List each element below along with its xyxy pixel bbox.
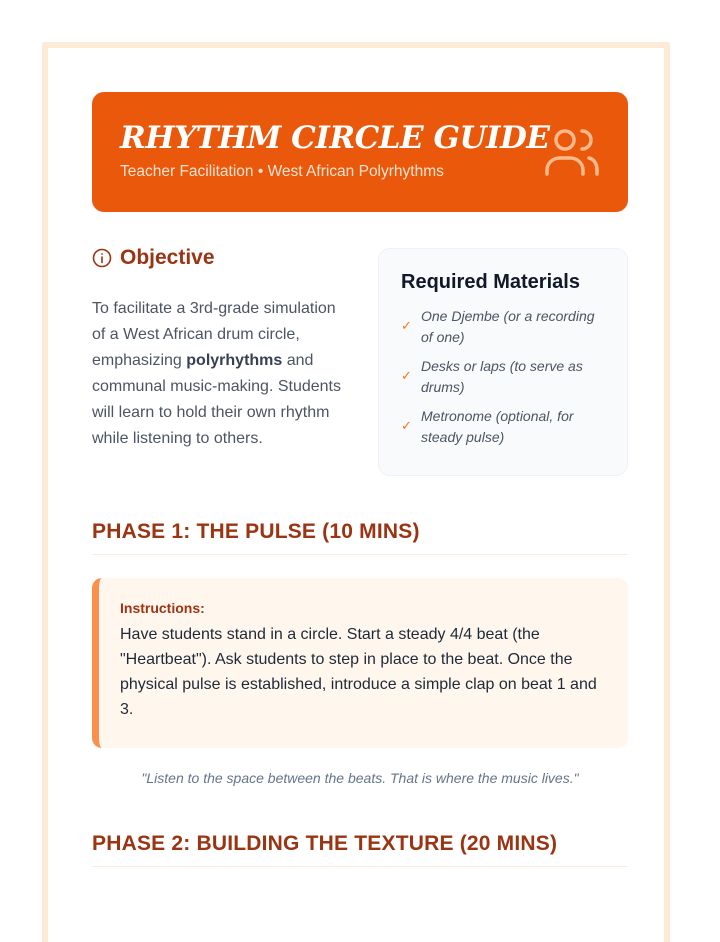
material-item [401, 306, 607, 348]
material-text: One Djembe (or a recording of one) [421, 308, 595, 345]
objective-heading [92, 246, 215, 270]
materials-title: Required Materials [401, 271, 580, 293]
phase-1-heading: PHASE 1: THE PULSE (10 MINS) [92, 520, 628, 555]
material-text: Desks or laps (to serve as drums) [421, 358, 583, 395]
materials-card [378, 248, 628, 476]
objective-text-bold: polyrhythms [186, 352, 283, 369]
check-icon: ✓ [401, 368, 412, 383]
objective-text-start: To facilitate a 3rd-grade simulation of a West African drum circle, emphasizing [92, 300, 336, 369]
info-icon [92, 248, 112, 268]
instructions-text: Have students stand in a circle. Start a steady 4/4 beat (the "Heartbeat"). Ask students to step in place to the beat. Once the physical pulse is established, introduce a simple clap on beat 1 and 3. [120, 626, 597, 718]
header-banner [92, 92, 628, 212]
objective-text-end: and communal music-making. Students will learn to hold their own rhythm while listening to others. [92, 352, 341, 447]
guide-subtitle: Teacher Facilitation • West African Polyrhythms [120, 163, 444, 180]
quote-text: "Listen to the space between the beats. That is where the music lives." [141, 770, 579, 786]
check-icon: ✓ [401, 318, 412, 333]
objective-text [92, 296, 342, 452]
material-text: Metronome (optional, for steady pulse) [421, 408, 574, 445]
instructions-panel [92, 578, 628, 748]
users-icon [544, 126, 600, 178]
phase-2-heading: PHASE 2: BUILDING THE TEXTURE (20 MINS) [92, 832, 628, 867]
guide-title: RHYTHM CIRCLE GUIDE [120, 120, 550, 156]
material-item [401, 406, 607, 448]
objective-title: Objective [120, 246, 215, 269]
material-item [401, 356, 607, 398]
check-icon: ✓ [401, 418, 412, 433]
instructions-label: Instructions: [120, 600, 205, 616]
